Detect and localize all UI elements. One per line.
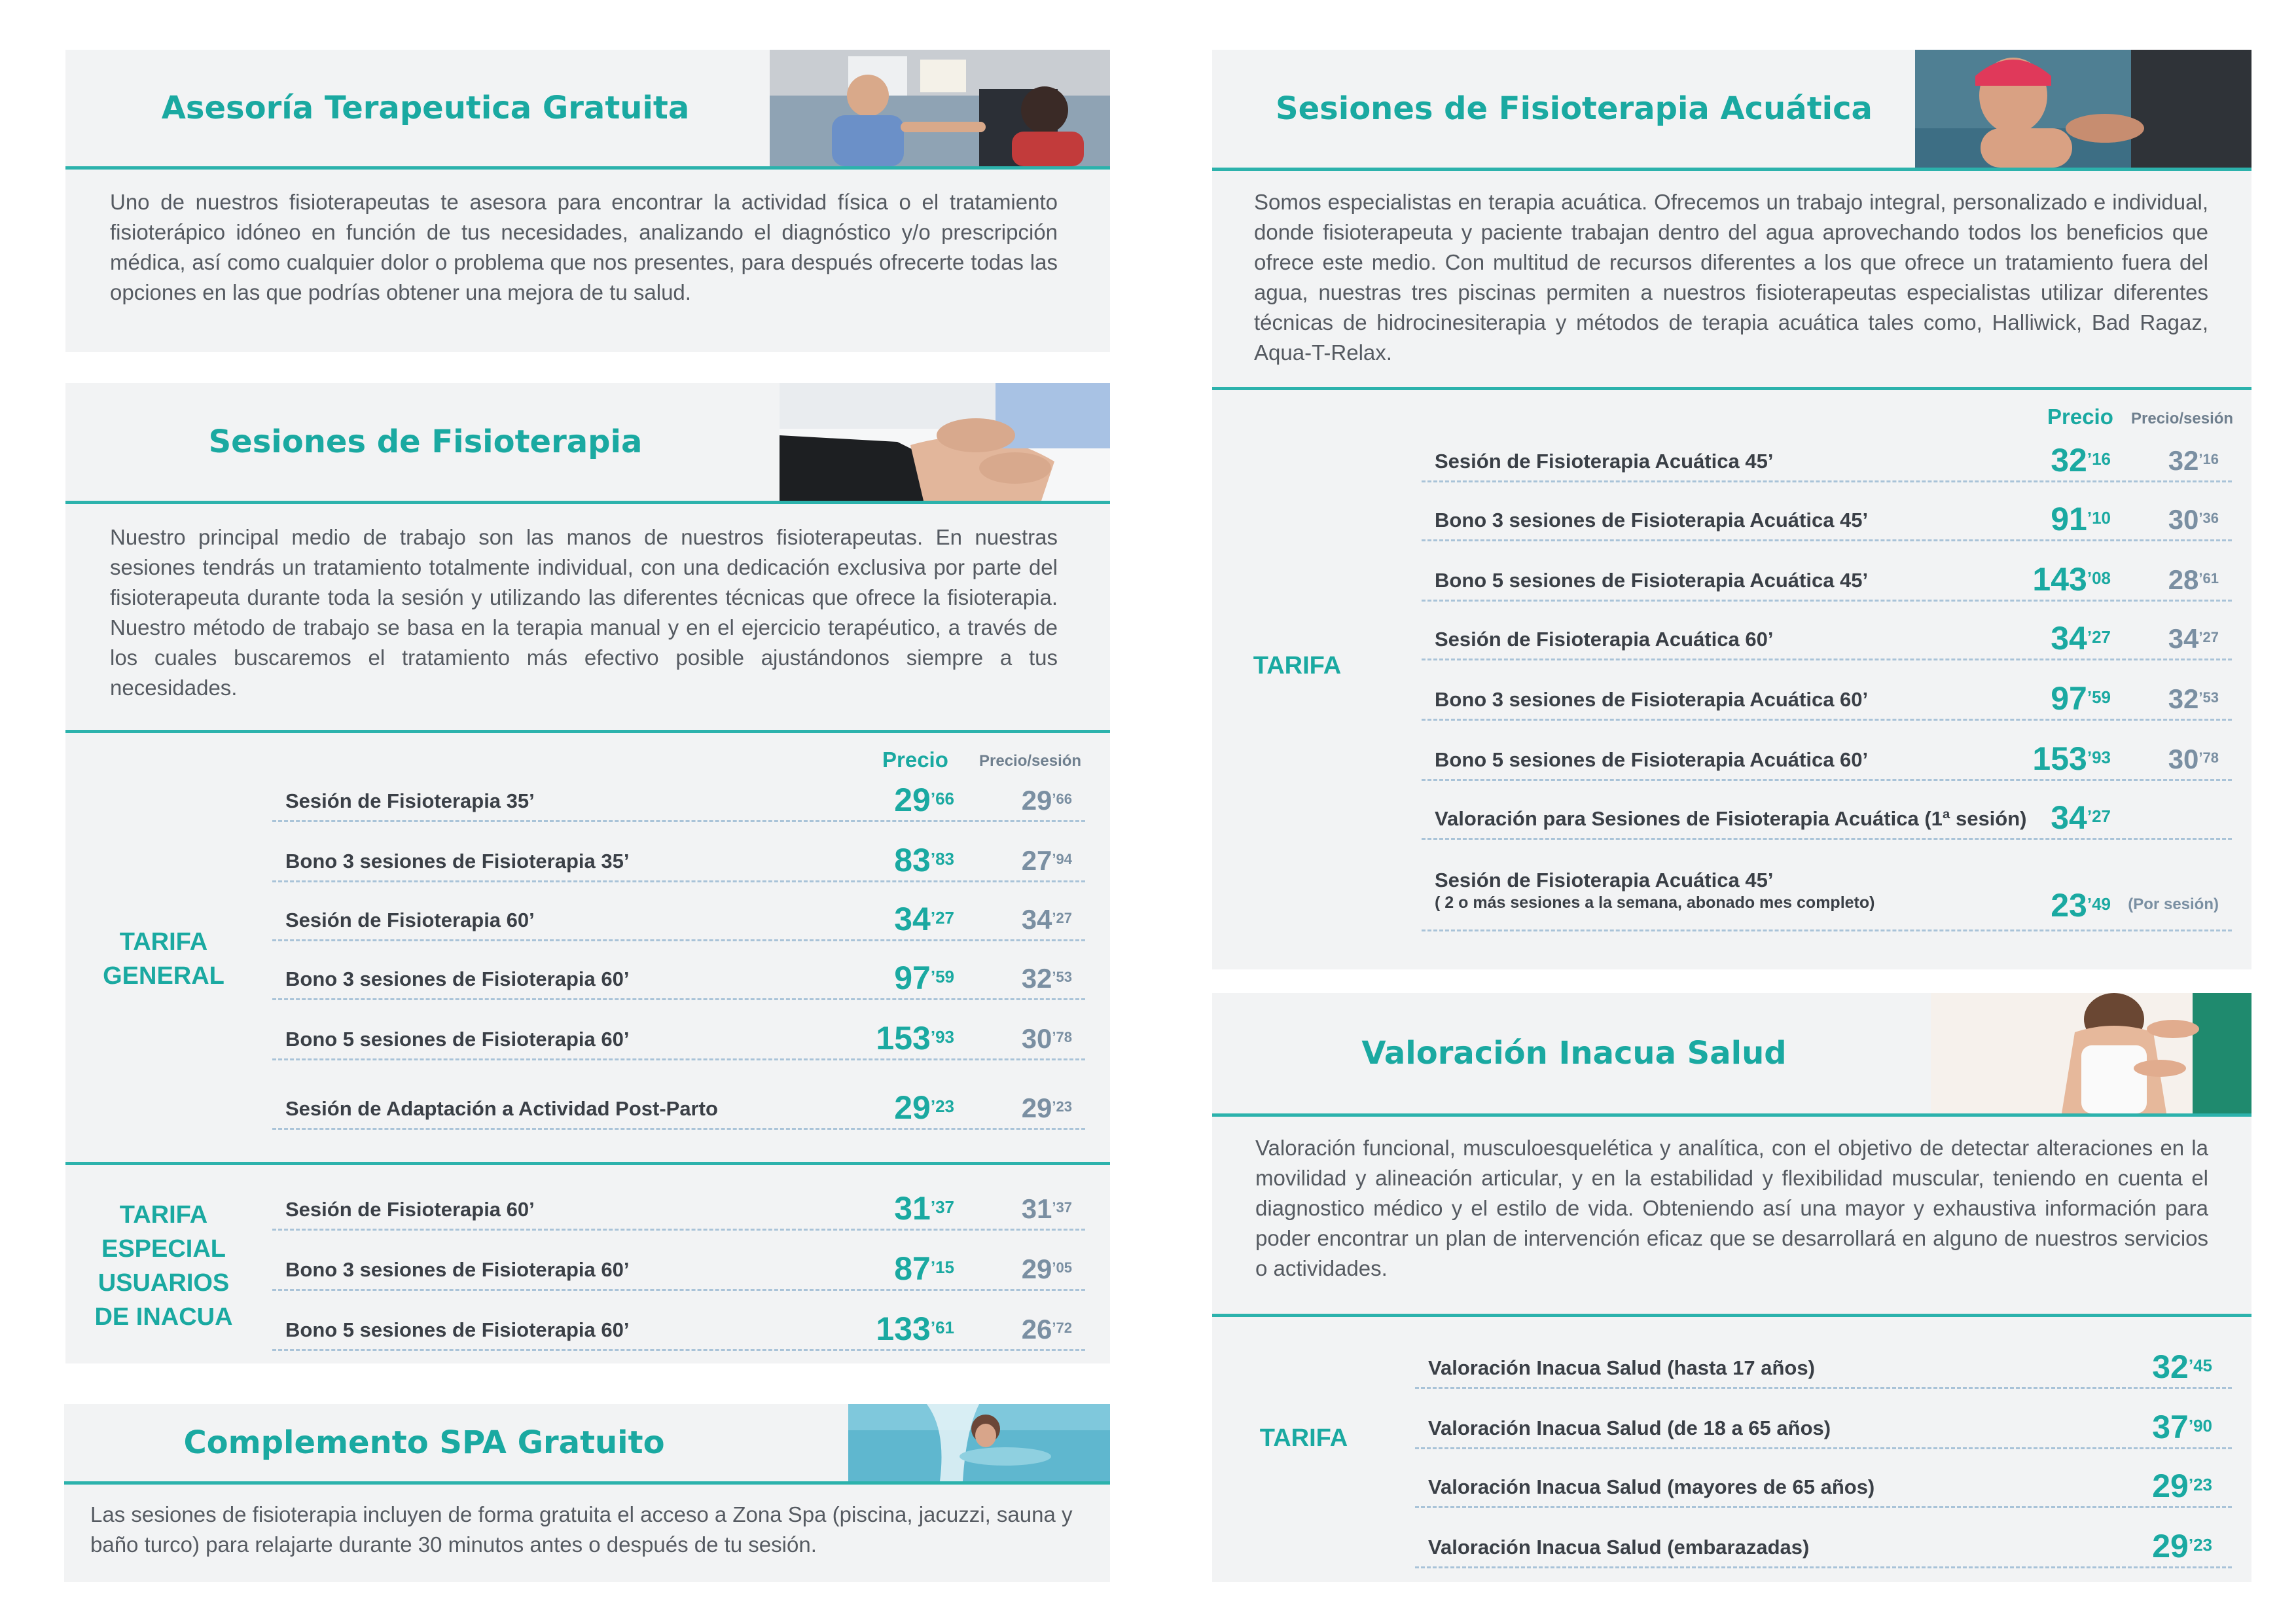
price-dec: ’61 — [930, 1318, 954, 1337]
tarifa-acuatica-label: TARIFA — [1253, 652, 1342, 679]
row-price — [2152, 1468, 2212, 1504]
price-int: 87 — [894, 1250, 931, 1287]
table-row — [272, 1168, 1085, 1231]
price-dec: ’93 — [930, 1027, 954, 1047]
table-row — [1415, 1446, 2232, 1508]
table-row — [1422, 719, 2232, 781]
table-row — [272, 938, 1085, 1000]
row-price — [894, 782, 954, 818]
row-name: Sesión de Adaptación a Actividad Post-Parto — [285, 1097, 718, 1120]
price-dec: ’45 — [2188, 1356, 2212, 1375]
pps-dec: ’53 — [1052, 969, 1072, 985]
price-dec: ’37 — [930, 1197, 954, 1217]
row-price-per-session — [1022, 904, 1072, 935]
price-int: 29 — [2152, 1468, 2189, 1504]
row-price — [894, 901, 954, 937]
table-row — [272, 1068, 1085, 1130]
pps-dec: ’78 — [2198, 749, 2219, 766]
row-name: Bono 3 sesiones de Fisioterapia Acuática 45’ — [1435, 509, 1869, 532]
price-int: 29 — [894, 782, 931, 818]
valoracion-panel — [1212, 993, 2251, 1582]
pps-dec: ’36 — [2198, 510, 2219, 526]
price-int: 31 — [894, 1190, 931, 1227]
price-dec: ’93 — [2087, 748, 2111, 767]
aquatic-therapy-photo — [1915, 50, 2251, 168]
table-row — [272, 760, 1085, 822]
row-price — [894, 1251, 954, 1286]
fisioterapia-panel — [65, 383, 1110, 1363]
table-row — [1415, 1387, 2232, 1449]
acuatica-title: Sesiones de Fisioterapia Acuática — [1276, 90, 1873, 127]
table-row — [1415, 1327, 2232, 1389]
row-price-per-session — [2168, 744, 2219, 775]
row-name: Bono 3 sesiones de Fisioterapia 35’ — [285, 850, 630, 873]
especial-divider — [65, 1162, 1110, 1165]
pps-int: 32 — [2168, 445, 2199, 476]
row-price — [894, 1191, 954, 1226]
table-row — [272, 1229, 1085, 1291]
tarifa-valoracion-label: TARIFA — [1259, 1424, 1348, 1452]
fisioterapia-title: Sesiones de Fisioterapia — [208, 424, 643, 460]
pps-dec: ’16 — [2198, 451, 2219, 467]
row-price — [2051, 888, 2111, 923]
row-name: Valoración Inacua Salud (hasta 17 años) — [1428, 1356, 1815, 1379]
price-int: 153 — [876, 1020, 931, 1056]
asesoria-header — [65, 50, 1110, 170]
acuatica-text: Somos especialistas en terapia acuática. Ofrecemos un trabajo integral, personalizado e individual, donde fisioterapeuta y paciente trabajan dentro del agua aprovechando todos los beneficios que ofrece este medio. Con multitud de recursos diferentes a los que ofrece un tratamiento fuera del agua, nuestras tres piscinas permiten a nuestros fisioterapeutas especialistas utilizar diferentes técnicas de hidrocinesiterapia y métodos de terapia acuática tales como, Halliwick, Bad Ragaz, Aqua-T-Relax. — [1254, 190, 2208, 365]
asesoria-text: Uno de nuestros fisioterapeutas te asesora para encontrar la actividad física o el tratamiento fisioterápico idóneo en función de tus necesidades, analizando el diagnóstico y/o prescripción médica, así como cualquier dolor o problema que nos presentes, para después ofrecerte todas las opciones en las que podrías obtener una mejora de tu salud. — [110, 190, 1058, 304]
price-int: 83 — [894, 842, 931, 878]
pps-dec: ’94 — [1052, 851, 1072, 867]
pps-int: 29 — [1021, 785, 1052, 816]
table-row — [1422, 778, 2232, 840]
table-row — [1422, 479, 2232, 541]
table-row — [1422, 838, 2232, 931]
price-int: 133 — [876, 1310, 931, 1347]
row-price-per-session — [1022, 1314, 1072, 1345]
price-int: 29 — [2152, 1528, 2189, 1564]
row-name: Bono 3 sesiones de Fisioterapia Acuática 60’ — [1435, 688, 1869, 711]
acuatica-divider — [1212, 387, 2251, 390]
table-row — [1415, 1506, 2232, 1568]
therapist-photo — [770, 50, 1110, 166]
tarifa-especial-line-4: DE INACUA — [94, 1303, 233, 1331]
price-dec: ’59 — [2087, 687, 2111, 707]
price-dec: ’83 — [930, 849, 954, 869]
row-price-per-session — [1022, 1023, 1072, 1055]
table-row — [272, 1289, 1085, 1351]
assessment-photo — [1931, 993, 2251, 1113]
price-dec: ’23 — [2188, 1475, 2212, 1494]
col-precio-sesion-header: Precio/sesión — [2131, 410, 2234, 427]
fisioterapia-text: Nuestro principal medio de trabajo son las manos de nuestros fisioterapeutas. En nuestras sesiones tendrás un tratamiento totalmente individual, con una dedicación exclusiva por parte del fisioterapeuta durante toda la sesión y utilizando las diferentes técnicas que ofrece la fisioterapia. Nuestro método de trabajo se basa en la terapia manual y en el ejercicio terapéutico, a través de los cuales buscaremos el tratamiento más efectivo posible ajustándonos siempre a tus necesidades. — [110, 525, 1058, 700]
spa-header — [64, 1404, 1110, 1485]
price-dec: ’90 — [2188, 1416, 2212, 1435]
col-precio-sesion-header: Precio/sesión — [979, 752, 1082, 770]
table-row — [272, 820, 1085, 882]
row-name: Valoración para Sesiones de Fisioterapia Acuática (1ª sesión) — [1435, 807, 2027, 830]
price-dec: ’27 — [2087, 627, 2111, 647]
price-int: 29 — [894, 1089, 931, 1126]
pps-int: 26 — [1021, 1314, 1052, 1344]
table-row — [272, 879, 1085, 941]
price-dec: ’49 — [2087, 894, 2111, 914]
row-price — [876, 1020, 954, 1056]
table-row — [1422, 539, 2232, 602]
pps-int: 28 — [2168, 564, 2199, 595]
spa-title: Complemento SPA Gratuito — [183, 1424, 665, 1461]
row-price — [2152, 1349, 2212, 1384]
row-price — [2152, 1409, 2212, 1445]
fisioterapia-header — [65, 383, 1110, 504]
row-price — [876, 1311, 954, 1346]
pps-dec: ’72 — [1052, 1320, 1072, 1336]
pps-int: 29 — [1021, 1254, 1052, 1284]
pps-dec: ’23 — [1052, 1098, 1072, 1115]
tarifa-especial-line-3: USUARIOS — [98, 1269, 230, 1297]
pps-int: 34 — [2168, 623, 2199, 654]
tarifa-general-label — [72, 925, 255, 993]
row-name: Bono 3 sesiones de Fisioterapia 60’ — [285, 1258, 630, 1281]
row-name: Bono 3 sesiones de Fisioterapia 60’ — [285, 967, 630, 990]
price-int: 37 — [2152, 1409, 2189, 1445]
row-price-per-session — [2168, 623, 2219, 655]
row-price — [2051, 501, 2111, 537]
pps-int: 31 — [1021, 1193, 1052, 1224]
pps-int: 29 — [1021, 1092, 1052, 1123]
price-dec: ’27 — [930, 908, 954, 928]
row-price-per-session — [2168, 683, 2219, 715]
price-dec: ’15 — [930, 1257, 954, 1277]
pps-int: 34 — [1021, 904, 1052, 935]
price-dec: ’66 — [930, 789, 954, 808]
row-per-session-note: (Por sesión) — [2128, 895, 2219, 913]
row-price — [2032, 562, 2111, 597]
row-name: Sesión de Fisioterapia 60’ — [285, 1198, 535, 1221]
spa-panel — [64, 1404, 1110, 1582]
valoracion-divider — [1212, 1314, 2251, 1317]
price-int: 91 — [2051, 501, 2087, 537]
price-int: 34 — [2051, 799, 2087, 836]
table-row — [272, 998, 1085, 1060]
massage-photo — [780, 383, 1110, 501]
pps-dec: ’05 — [1052, 1259, 1072, 1276]
valoracion-header — [1212, 993, 2251, 1117]
acuatica-header — [1212, 50, 2251, 171]
row-price — [894, 842, 954, 878]
price-int: 97 — [2051, 680, 2087, 717]
table-row — [1422, 659, 2232, 721]
price-int: 32 — [2051, 442, 2087, 478]
price-int: 23 — [2051, 887, 2087, 924]
pps-dec: ’27 — [2198, 629, 2219, 645]
row-name: Bono 5 sesiones de Fisioterapia 60’ — [285, 1028, 630, 1051]
pps-dec: ’37 — [1052, 1199, 1072, 1216]
spa-pool-photo — [848, 1404, 1110, 1481]
row-price — [2152, 1528, 2212, 1564]
row-name: Bono 5 sesiones de Fisioterapia Acuática 45’ — [1435, 569, 1869, 592]
row-price — [2051, 800, 2111, 835]
row-price-per-session — [2168, 504, 2219, 535]
tarifa-especial-line-2: ESPECIAL — [101, 1235, 226, 1263]
price-int: 32 — [2152, 1348, 2189, 1385]
pps-int: 32 — [2168, 683, 2199, 714]
acuatica-panel — [1212, 50, 2251, 969]
row-price-per-session — [1022, 845, 1072, 876]
price-dec: ’27 — [2087, 806, 2111, 826]
price-dec: ’10 — [2087, 508, 2111, 528]
row-price — [2051, 681, 2111, 716]
price-dec: ’23 — [930, 1096, 954, 1116]
pps-dec: ’61 — [2198, 570, 2219, 586]
price-int: 153 — [2032, 740, 2087, 777]
row-name: Valoración Inacua Salud (embarazadas) — [1428, 1536, 1810, 1559]
row-price — [2032, 741, 2111, 776]
fisioterapia-divider — [65, 730, 1110, 733]
row-name — [1435, 869, 1874, 914]
tarifa-especial-label — [72, 1198, 255, 1334]
pps-dec: ’78 — [1052, 1029, 1072, 1045]
price-dec: ’16 — [2087, 449, 2111, 469]
row-price-per-session — [1022, 1092, 1072, 1124]
row-price — [894, 1090, 954, 1125]
row-price — [2051, 442, 2111, 478]
table-row — [1422, 598, 2232, 660]
pps-int: 27 — [1021, 845, 1052, 876]
row-name: Bono 5 sesiones de Fisioterapia Acuática 60’ — [1435, 748, 1869, 771]
row-name: Sesión de Fisioterapia 60’ — [285, 909, 535, 931]
price-dec: ’08 — [2087, 568, 2111, 588]
pps-int: 30 — [2168, 744, 2199, 774]
asesoria-title: Asesoría Terapeutica Gratuita — [161, 90, 690, 126]
row-price-per-session — [2168, 564, 2219, 596]
row-name-main: Sesión de Fisioterapia Acuática 45’ — [1435, 869, 1774, 892]
price-int: 97 — [894, 960, 931, 996]
pps-int: 30 — [2168, 504, 2199, 535]
col-precio-header: Precio — [882, 748, 948, 772]
price-int: 34 — [894, 901, 931, 937]
price-int: 143 — [2032, 561, 2087, 598]
table-row — [1422, 420, 2232, 482]
row-price-per-session — [1022, 963, 1072, 994]
row-price — [894, 960, 954, 996]
col-precio-header: Precio — [2047, 405, 2113, 429]
pps-dec: ’27 — [1052, 910, 1072, 926]
pps-dec: ’66 — [1052, 791, 1072, 807]
pps-dec: ’53 — [2198, 689, 2219, 706]
pps-int: 32 — [1021, 963, 1052, 994]
row-name: Sesión de Fisioterapia Acuática 45’ — [1435, 450, 1774, 473]
row-name: Valoración Inacua Salud (mayores de 65 años) — [1428, 1475, 1875, 1498]
valoracion-title: Valoración Inacua Salud — [1361, 1035, 1787, 1072]
row-name-note: ( 2 o más sesiones a la semana, abonado mes completo) — [1435, 893, 1875, 912]
tarifa-general-line-1: TARIFA — [119, 928, 208, 956]
asesoria-panel — [65, 50, 1110, 352]
row-price-per-session — [2168, 445, 2219, 477]
price-dec: ’59 — [930, 967, 954, 986]
row-price-per-session — [1022, 1254, 1072, 1285]
spa-text: Las sesiones de fisioterapia incluyen de forma gratuita el acceso a Zona Spa (piscina, jacuzzi, sauna y baño turco) para relajarte durante 30 minutos antes o después de tu sesión. — [90, 1502, 1073, 1557]
row-name: Sesión de Fisioterapia 35’ — [285, 789, 535, 812]
row-price-per-session — [1022, 1193, 1072, 1225]
tarifa-general-line-2: GENERAL — [103, 962, 224, 990]
tarifa-especial-line-1: TARIFA — [119, 1201, 208, 1229]
row-price — [2051, 621, 2111, 656]
price-dec: ’23 — [2188, 1535, 2212, 1555]
row-name: Bono 5 sesiones de Fisioterapia 60’ — [285, 1318, 630, 1341]
pps-int: 30 — [1021, 1023, 1052, 1054]
row-price-per-session — [1022, 785, 1072, 816]
row-name: Valoración Inacua Salud (de 18 a 65 años) — [1428, 1416, 1831, 1439]
valoracion-text: Valoración funcional, musculoesquelética y analítica, con el objetivo de detectar alteraciones en la movilidad y alineación articular, y en la estabilidad y flexibilidad muscular, teniendo en cuenta el diagnostico médico y el estilo de vida. Obteniendo así una mayor y exhaustiva información para poder encontrar un plan de intervención eficaz que se desarrollará en alguno de nuestros servicios o actividades. — [1255, 1136, 2208, 1280]
price-int: 34 — [2051, 620, 2087, 657]
row-name: Sesión de Fisioterapia Acuática 60’ — [1435, 628, 1774, 651]
